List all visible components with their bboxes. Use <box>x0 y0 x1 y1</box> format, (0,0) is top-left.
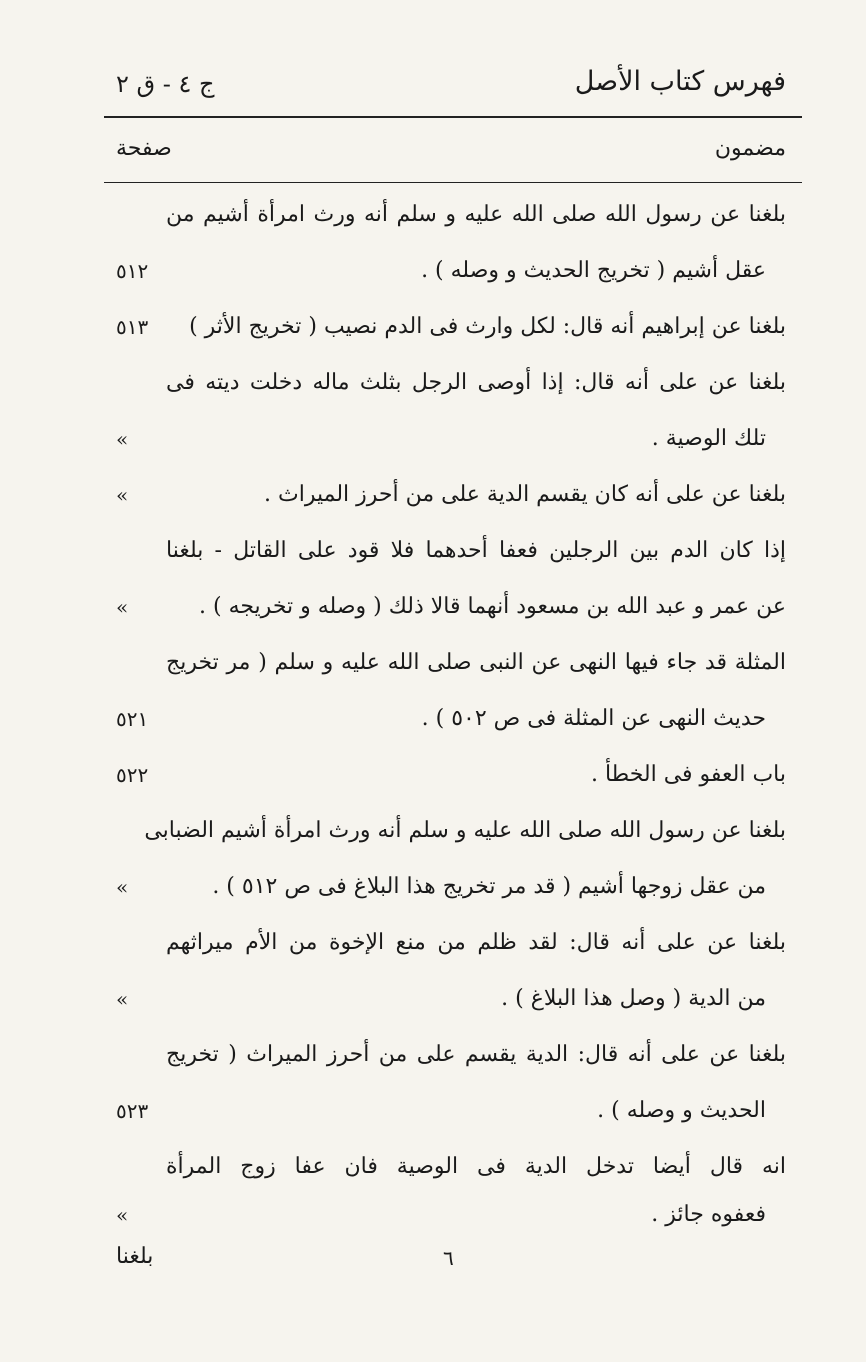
entry-line: المثلة قد جاء فيها النهى عن النبى صلى الله عليه و سلم ( مر تخريج <box>166 650 786 675</box>
entry-page-number: ٥٢٢ <box>116 763 149 787</box>
entry-line: الحديث و وصله ) . <box>597 1098 766 1123</box>
entry-line: بلغنا عن على أنه قال: إذا أوصى الرجل بثلث ماله دخلت ديته فى <box>166 370 786 395</box>
entry-line: بلغنا عن على أنه قال: لقد ظلم من منع الإخوة من الأم ميراثهم <box>166 930 786 955</box>
entry-page-number: » <box>116 875 129 899</box>
entry-line: عن عمر و عبد الله بن مسعود أنهما قالا ذلك ( وصله و تخريجه ) . <box>199 594 786 619</box>
entry-page-number: » <box>116 595 129 619</box>
entry-line: بلغنا عن على أنه قال: الدية يقسم على من أحرز الميراث ( تخريج <box>166 1042 786 1067</box>
entry-line: إذا كان الدم بين الرجلين فعفا أحدهما فلا قود على القاتل - بلغنا <box>166 538 786 563</box>
entry-line: بلغنا عن إبراهيم أنه قال: لكل وارث فى الدم نصيب ( تخريج الأثر ) <box>189 314 786 339</box>
entry-line: فعفوه جائز . <box>651 1202 766 1227</box>
entry-line: بلغنا عن رسول الله صلى الله عليه و سلم أنه ورث امرأة أشيم الضبابى <box>144 818 786 843</box>
volume-label: ج ٤ - ق ٢ <box>116 70 215 98</box>
entry-line: حديث النهى عن المثلة فى ص ٥٠٢ ) . <box>421 706 766 731</box>
entry-page-number: ٥٢١ <box>116 707 149 731</box>
entry-page-number: » <box>116 987 129 1011</box>
entry-page-number: ٥١٢ <box>116 259 149 283</box>
entry-line: بلغنا عن على أنه كان يقسم الدية على من أحرز الميراث . <box>264 482 786 507</box>
entry-line: عقل أشيم ( تخريج الحديث و وصله ) . <box>421 258 766 283</box>
entry-line: من عقل زوجها أشيم ( قد مر تخريج هذا البلاغ فى ص ٥١٢ ) . <box>212 874 766 899</box>
index-title: فهرس كتاب الأصل <box>574 66 786 97</box>
entry-page-number: ٥٢٣ <box>116 1099 149 1123</box>
entry-page-number: » <box>116 483 129 507</box>
catchword: بلغنا <box>116 1244 154 1269</box>
entry-page-number: » <box>116 427 129 451</box>
entry-page-number: » <box>116 1203 129 1227</box>
column-header-rule <box>104 182 802 183</box>
page-column-header: صفحة <box>116 136 172 161</box>
entry-line: تلك الوصية . <box>651 426 766 451</box>
header-rule <box>104 116 802 118</box>
section-heading: باب العفو فى الخطأ . <box>590 762 786 787</box>
entry-line: بلغنا عن رسول الله صلى الله عليه و سلم أنه ورث امرأة أشيم من <box>166 202 786 227</box>
subject-column-header: مضمون <box>714 136 786 161</box>
entry-line: من الدية ( وصل هذا البلاغ ) . <box>501 986 766 1011</box>
folio-number: ٦ <box>443 1246 454 1270</box>
entry-line: انه قال أيضا تدخل الدية فى الوصية فان عفا زوج المرأة <box>166 1154 786 1179</box>
entry-page-number: ٥١٣ <box>116 315 149 339</box>
